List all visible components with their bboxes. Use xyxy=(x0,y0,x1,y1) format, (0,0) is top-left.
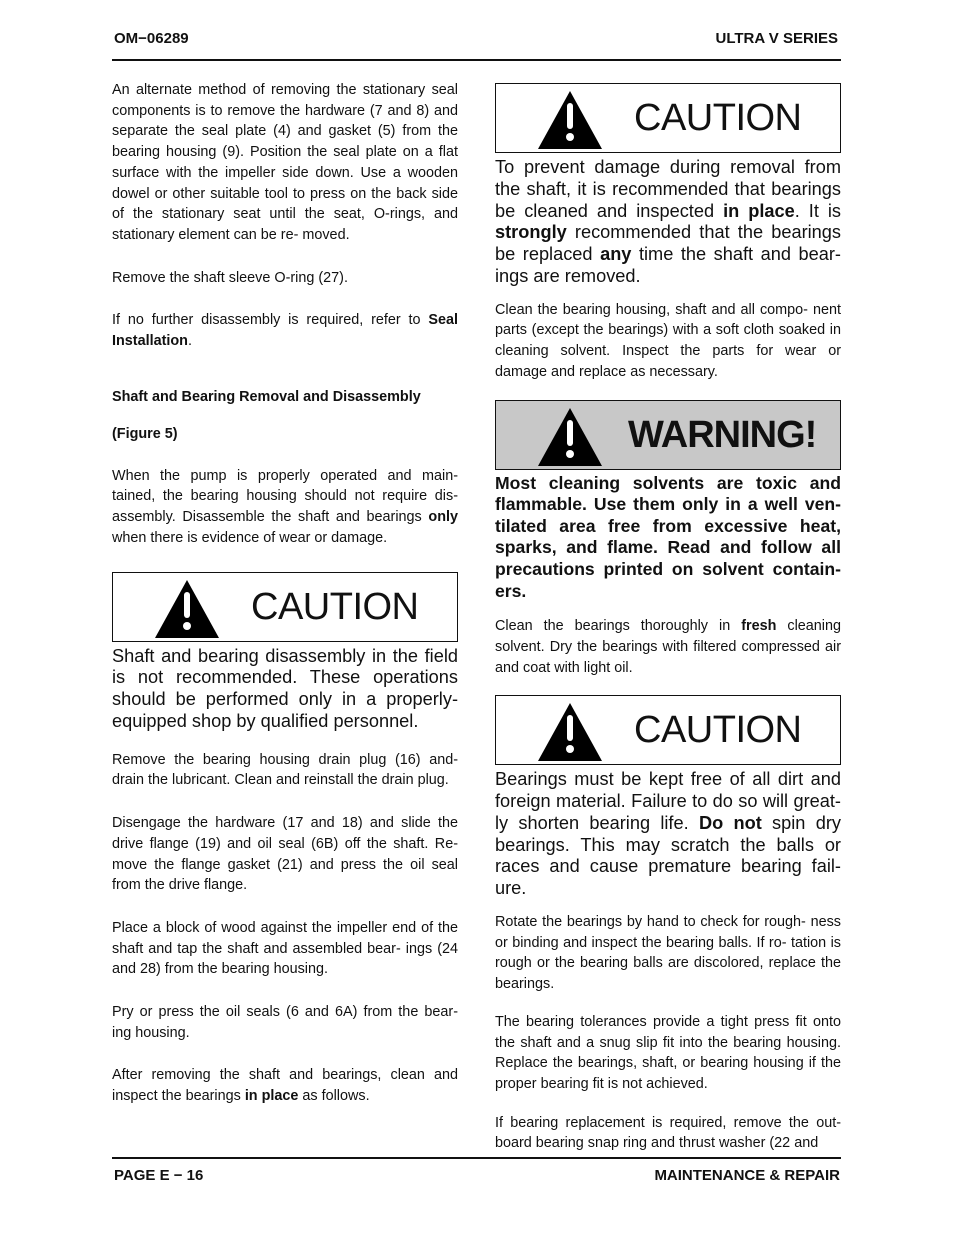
section-heading: Shaft and Bearing Removal and Disassembly xyxy=(112,388,421,405)
warning-triangle-icon xyxy=(536,701,604,763)
caution-box-2 xyxy=(495,695,841,765)
paragraph-rotate-bearings: Rotate the bearings by hand to check for rough- ness or binding and inspect the bearing balls. If ro- tation is rough or the bearing balls are discolored, replace the bearings. xyxy=(495,914,841,993)
paragraph-block-of-wood: Place a block of wood against the impeller end of the shaft and tap the shaft and assembled bear- ings (24 and 28) from the bearing housing. xyxy=(112,919,458,978)
caution-box xyxy=(112,572,458,642)
figure-reference: (Figure 5) xyxy=(112,425,178,442)
warning-triangle-icon xyxy=(536,89,604,151)
caution-label-1: CAUTION xyxy=(634,97,802,139)
warning-text: Most cleaning solvents are toxic and flammable. Use them only in a well ven- tilated area free from excessive heat, sparks, and flame. Read and follow all precautions printed on solvent contain- ers. xyxy=(495,472,841,601)
warning-triangle-icon xyxy=(536,406,604,468)
paragraph-properly-operated: When the pump is properly operated and main- tained, the bearing housing should not require dis- assembly. Disassemble the shaft and bearings only when there is evidence of wear or damage. xyxy=(112,467,458,546)
caution-text: Shaft and bearing disassembly in the field is not recommended. These operations should be performed only in a properly- equipped shop by qualified personnel. xyxy=(112,645,458,731)
paragraph-clean-bearings: Clean the bearings thoroughly in fresh cleaning solvent. Dry the bearings with filtered compressed air and coat with light oil. xyxy=(495,618,842,676)
footer-section: MAINTENANCE & REPAIR xyxy=(654,1167,840,1184)
paragraph-remove-oring: Remove the shaft sleeve O-ring (27). xyxy=(112,269,348,286)
caution-text-2: Bearings must be kept free of all dirt and foreign material. Failure to do so will great- ly shorten bearing life. Do not spin dry bearings. This may scratch the balls or races and cause premature bearing fail- ure. xyxy=(495,769,841,899)
header-doc-number: OM−06289 xyxy=(114,30,189,47)
caution-label-2: CAUTION xyxy=(634,709,802,752)
paragraph-pry-oil-seals: Pry or press the oil seals (6 and 6A) from the bear- ing housing. xyxy=(112,1004,458,1041)
header-series: ULTRA V SERIES xyxy=(715,30,838,47)
paragraph-bearing-tolerances: The bearing tolerances provide a tight press fit onto the shaft and a snug slip fit into the bearing housing. Replace the bearings, shaft, or bearing housing if the proper bearing fit is not achieved. xyxy=(495,1013,841,1092)
paragraph-no-further: If no further disassembly is required, refer to Seal Installation. xyxy=(112,312,458,350)
paragraph-drain-plug: Remove the bearing housing drain plug (16) and- drain the lubricant. Clean and reinstall the drain plug. xyxy=(112,751,458,789)
paragraph-clean-housing: Clean the bearing housing, shaft and all compo- nent parts (except the bearings) with a soft cloth soaked in cleaning solvent. Inspect the parts for wear or damage and replace as necessary. xyxy=(495,301,841,380)
paragraph-disengage-hardware: Disengage the hardware (17 and 18) and slide the drive flange (19) and oil seal (6B) off the shaft. Re- move the flange gasket (21) and press the oil seal from the drive flange. xyxy=(112,815,458,894)
warning-triangle-icon xyxy=(153,578,221,640)
footer-page-number: PAGE E − 16 xyxy=(114,1167,204,1184)
caution-label: CAUTION xyxy=(251,585,419,628)
header-rule xyxy=(112,59,841,61)
warning-label: WARNING! xyxy=(628,413,817,456)
caution-text-1: To prevent damage during removal from the shaft, it is recommended that bearings be cleaned and inspected in place. It is strongly recommended that the bearings be replaced any time the shaft and bear- ings are removed. xyxy=(495,157,841,286)
right-column xyxy=(495,83,841,1154)
caution-box-1 xyxy=(495,83,841,153)
left-column xyxy=(112,80,458,1107)
warning-box xyxy=(495,400,841,470)
paragraph-bearing-replacement: If bearing replacement is required, remove the out- board bearing snap ring and thrust washer (22 and xyxy=(495,1114,841,1152)
footer-rule xyxy=(112,1157,841,1159)
paragraph-after-removing: After removing the shaft and bearings, clean and inspect the bearings in place as follows. xyxy=(112,1067,458,1105)
paragraph-alternate-method: An alternate method of removing the stationary seal components is to remove the hardware (7 and 8) and separate the seal plate (4) and gasket (5) from the bearing housing (9). Position the seal plate on a flat surface with the impeller side down. Use a wooden dowel or other suitable tool to press on the back side of the stationary seat until the seat, O-rings, and stationary element can be re- moved. xyxy=(112,82,458,243)
